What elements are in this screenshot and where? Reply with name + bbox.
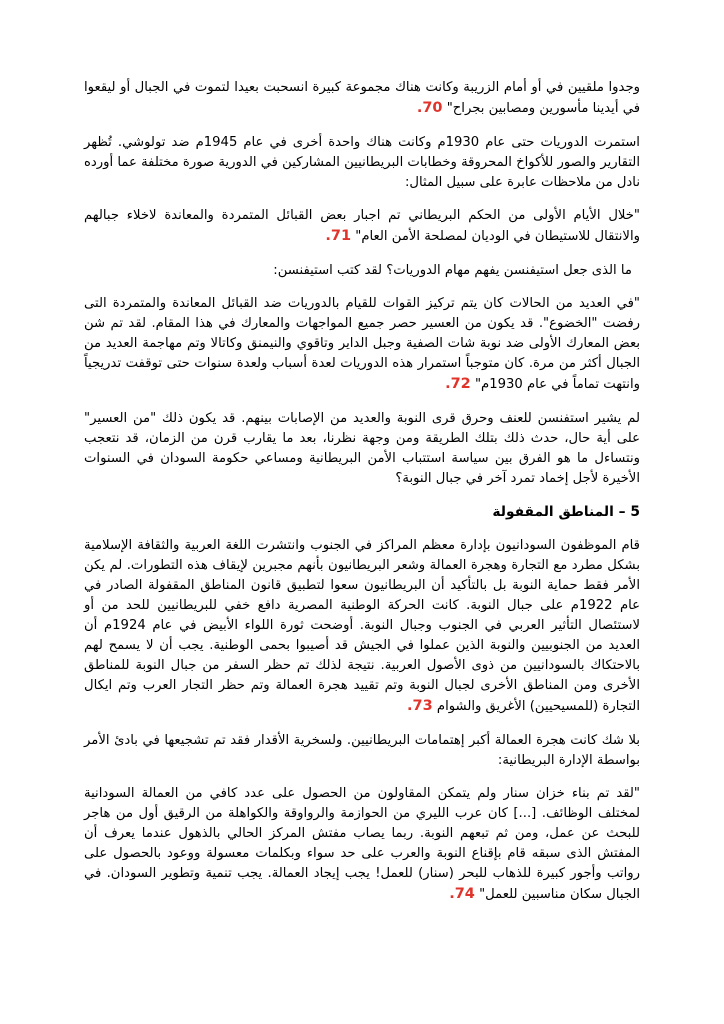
quote-paragraph-2 bbox=[84, 294, 640, 395]
paragraph-2 bbox=[84, 133, 640, 193]
paragraph-5-text: بلا شك كانت هجرة العمالة أكبر إهتمامات البريطانيين. ولسخرية الأقدار فقد تم تشجيعها في بادئ الأمر بواسطة الإدارة البريطانية: bbox=[84, 732, 640, 768]
paragraph-4-text: قام الموظفون السودانيون بإدارة معظم المراكز في الجنوب وانتشرت اللغة العربية والثقافة الإسلامية بشكل مطرد مع التجارة وهجرة العمالة وشعر البريطانيون بأنهم مجبرين لإيقاف هذه التطورات. لم يكن الأمر فقط حماية النوبة بل بالتأكيد أن البريطانيون سعوا لتطبيق قانون المناطق المقفولة الصادر في عام 1922م على جبال النوبة. كانت الحركة الوطنية المصرية دافع خفي للبريطانيين للحد من أو لاستئصال التأثير العربي في الجنوب وجبال النوبة. أوضحت ثورة اللواء الأبيض في عام 1924م أن العديد من الجنوبيين والنوبة الذين عملوا في الجيش قد أصيبوا بحمى الوطنية. يجب أن لا يسمح لهم بالاحتكاك بالسودانيين من ذوى الأصول العربية. نتيجة لذلك تم حظر السفر من جبال النوبة للمناطق الأخرى ومن المناطق الأخرى لجبال النوبة وتم تقييد هجرة العمالة وتم حظر التجار العرب وتم ايكال التجارة (للمسيحيين) الأغريق والشوام bbox=[84, 538, 641, 714]
quote-paragraph-3 bbox=[84, 784, 640, 905]
paragraph-3 bbox=[84, 409, 640, 489]
section-number: 5 bbox=[630, 504, 640, 520]
paragraph-2-text: استمرت الدوريات حتى عام 1930م وكانت هناك واحدة أخرى في عام 1945م ضد تولوشي. تُظهر التقارير والصور للأكواخ المحروقة وخطابات البريطانيين المشاركين في الدورية صورة مختلفة عما أورده نادل من ملاحظات عابرة على سبيل المثال: bbox=[84, 134, 640, 190]
footnote-74: 74. bbox=[449, 886, 475, 902]
footnote-70: 70. bbox=[416, 100, 443, 116]
paragraph-1-text: وجدوا ملقيين في أو أمام الزريبة وكانت هناك مجموعة كبيرة انسحبت بعيدا لتموت في الجبال أو ليقعوا في أيدينا مأسورين ومصابين بجراح" bbox=[84, 80, 640, 116]
section-title-text: المناطق المقفولة bbox=[492, 504, 614, 520]
paragraph-1 bbox=[84, 78, 640, 119]
footnote-72: 72. bbox=[445, 376, 471, 392]
question-text: ما الذى جعل استيفنسن يفهم مهام الدوريات؟ لقد كتب استيفنسن: bbox=[273, 262, 632, 278]
paragraph-5 bbox=[84, 731, 640, 771]
quote-3-text: "لقد تم بناء خزان سنار ولم يتمكن المقاولون من الحصول على عدد كافي من العمالة السودانية لمختلف الوظائف. [...] كان عرب الليري من الحوازمة والرواوقة والكواهلة من الرقيق أول من هاجر للبحث عن عمل، ومن ثم تبعهم النوبة. ربما يصاب مفتش المركز الحالي بالذهول عندما يعرف أن المفتش الذى سبقه قام بإقناع النوبة والعرب على حد سواء وبكلمات معسولة ووعود بالحصول على رواتب وأجور كبيرة للذهاب للبحر (سنار) للعمل! يجب إيجاد العمالة. يجب تنمية وتطوير السودان. في الجبال سكان مناسبين للعمل" bbox=[84, 786, 640, 902]
section-dash: – bbox=[618, 504, 626, 520]
quote-1-text: "خلال الأيام الأولى من الحكم البريطاني تم اجبار بعض القبائل المتمردة والمعاندة لاخلاء جبالهم والانتقال للاستيطان في الوديان لمصلحة الأمن العام" bbox=[84, 208, 640, 244]
section-heading bbox=[84, 502, 640, 522]
paragraph-3-text: لم يشير استفنسن للعنف وحرق قرى النوبة والعديد من الإصابات بينهم. قد يكون ذلك "من العسير" على أية حال، حدث ذلك بتلك الطريقة ومن وجهة نظرنا، بعد ما يقارب قرن من الزمان، قد نتعجب ونتساءل ما هو الفرق بين سياسة استتباب الأمن البريطانية ومساعي حكومة السودان في السنوات الأخيرة لأجل إخماد تمرد آخر في جبال النوبة؟ bbox=[84, 410, 640, 486]
footnote-73: 73. bbox=[407, 698, 433, 714]
quote-2-text: "في العديد من الحالات كان يتم تركيز القوات للقيام بالدوريات ضد القبائل المعاندة والمتمردة التى رفضت "الخضوع". قد يكون من العسير حصر جميع المواجهات والمعارك في هذا المقام. لقد تم شن بعض المعارك الأولى ضد نوبة شات الصفية وجبل الداير وتاقوي والنيمنق وكاتالا وتم مهاجمة العديد من الجبال أكثر من مرة. كان متوجباً استمرار هذه الدوريات لعدة أسباب ولعدة سنوات حتى توقفت تدريجياً وانتهت تماماً في عام 1930م" bbox=[84, 296, 640, 392]
paragraph-4 bbox=[84, 536, 640, 717]
footnote-71: 71. bbox=[325, 228, 352, 244]
quote-paragraph-1 bbox=[84, 206, 640, 247]
question-paragraph bbox=[84, 261, 640, 281]
